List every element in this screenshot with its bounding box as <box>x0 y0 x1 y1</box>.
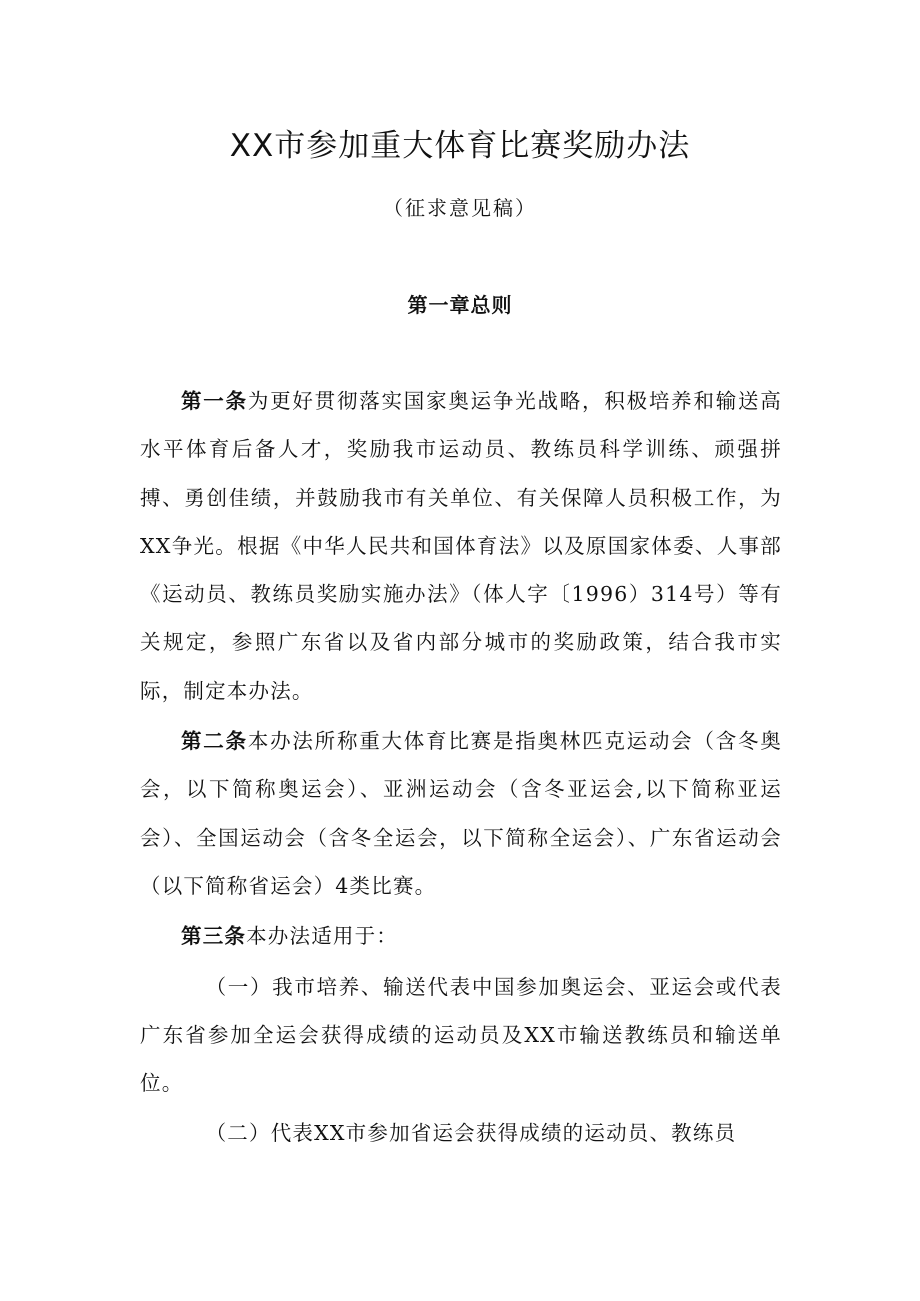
document-title: XX市参加重大体育比赛奖励办法 <box>229 128 691 164</box>
article-3 <box>140 912 782 960</box>
article-1 <box>140 377 782 715</box>
article-2-text: 本办法所称重大体育比赛是指奥林匹克运动会（含冬奥会，以下简称奥运会）、亚洲运动会（含冬亚运会,以下简称亚运会）、全国运动会（含冬全运会，以下简称全运会）、广东省运动会（以下简称省运会）4类比赛。 <box>140 729 782 898</box>
article-3-label: 第三条 <box>181 924 247 949</box>
article-2 <box>140 717 782 910</box>
article-1-text: 为更好贯彻落实国家奥运争光战略，积极培养和输送高水平体育后备人才，奖励我市运动员、教练员科学训练、顽强拼搏、勇创佳绩，并鼓励我市有关单位、有关保障人员积极工作，为XX争光。根据《中华人民共和国体育法》以及原国家体委、人事部《运动员、教练员奖励实施办法》（体人字〔1996）314号）等有关规定，参照广东省以及省内部分城市的奖励政策，结合我市实际，制定本办法。 <box>140 389 782 703</box>
chapter-heading: 第一章总则 <box>407 293 513 317</box>
document-subtitle: （征求意见稿） <box>383 196 537 220</box>
article-3-item-2: （二）代表XX市参加省运会获得成绩的运动员、教练员 <box>205 1121 737 1146</box>
article-3-item-1: （一）我市培养、输送代表中国参加奥运会、亚运会或代表广东省参加全运会获得成绩的运动员及XX市输送教练员和输送单位。 <box>140 974 782 1096</box>
article-3-text: 本办法适用于： <box>246 924 399 949</box>
article-1-label: 第一条 <box>181 389 248 413</box>
article-2-label: 第二条 <box>181 729 248 754</box>
document-body <box>140 377 782 1160</box>
